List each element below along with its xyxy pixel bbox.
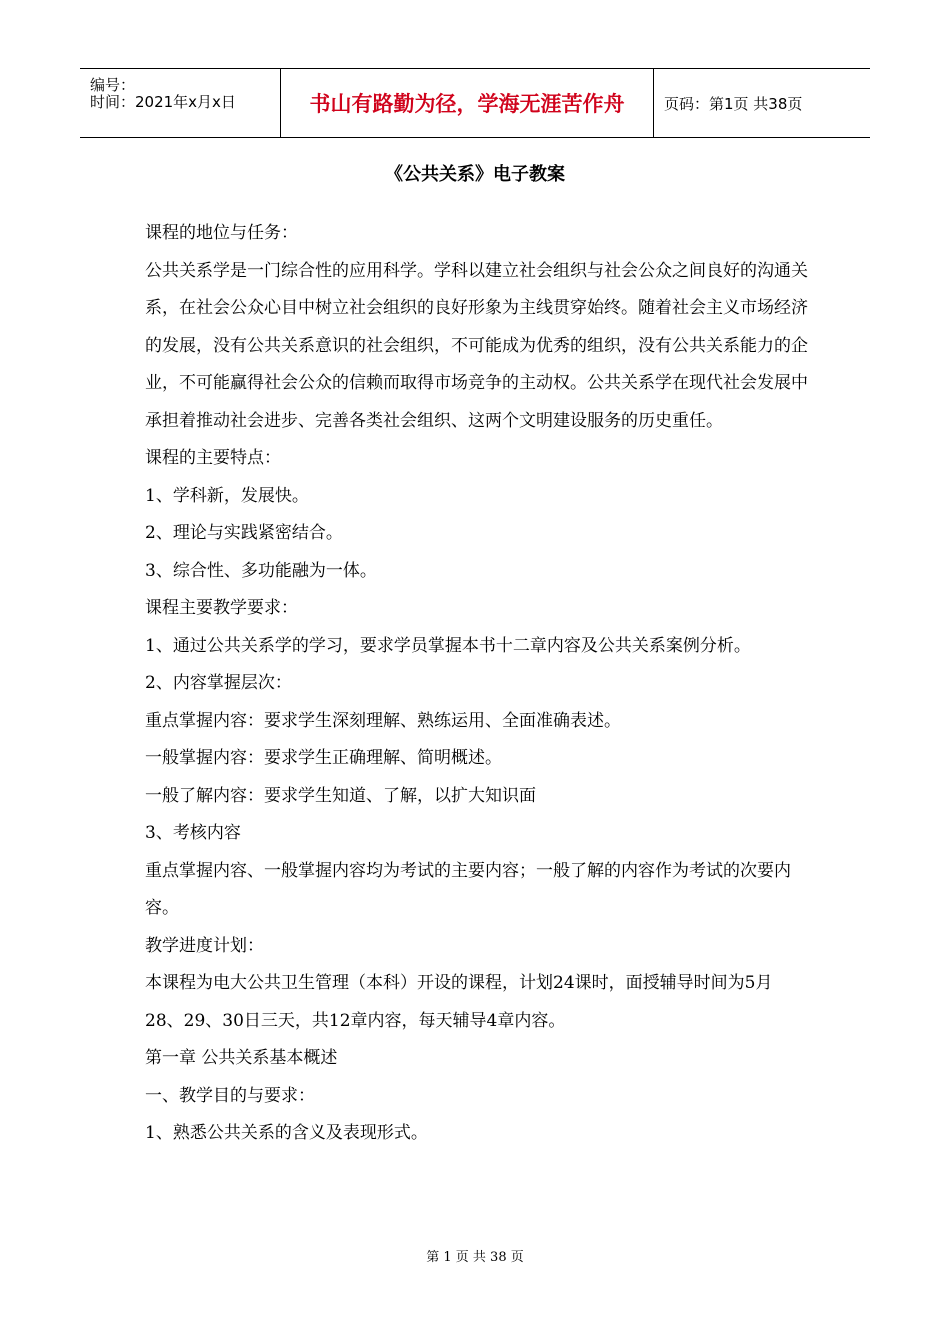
paragraph: 3、考核内容 [145,823,241,843]
header-date-label: 时间：2021年x月x日 [90,93,236,111]
paragraph: 课程的地位与任务： [145,223,298,243]
page-footer: 第 1 页 共 38 页 [426,1250,524,1265]
header-motto: 书山有路勤为径，学海无涯苦作舟 [281,69,654,137]
paragraph: 课程主要教学要求： [145,598,298,618]
paragraph: 1、学科新，发展快。 [145,485,309,506]
paragraph: 本课程为电大公共卫生管理（本科）开设的课程，计划24课时，面授辅导时间为5月28、29、30日三天，共12章内容，每天辅导4章内容。 [145,973,773,1031]
document-body [145,215,810,1153]
document-header [80,68,870,138]
paragraph: 重点掌握内容：要求学生深刻理解、熟练运用、全面准确表述。 [145,710,621,731]
paragraph: 一般了解内容：要求学生知道、了解，以扩大知识面 [145,785,536,806]
paragraph: 课程的主要特点： [145,448,281,468]
paragraph: 一、教学目的与要求： [145,1085,315,1106]
header-page-info: 页码：第1页 共38页 [664,94,803,113]
paragraph: 3、综合性、多功能融为一体。 [145,560,377,581]
header-number-label: 编号： [90,76,136,94]
paragraph: 1、熟悉公共关系的含义及表现形式。 [145,1123,428,1143]
paragraph: 一般掌握内容：要求学生正确理解、简明概述。 [145,748,502,768]
paragraph: 第一章 公共关系基本概述 [145,1048,338,1068]
paragraph: 1、通过公共关系学的学习，要求学员掌握本书十二章内容及公共关系案例分析。 [145,635,751,656]
paragraph: 公共关系学是一门综合性的应用科学。学科以建立社会组织与社会公众之间良好的沟通关系，在社会公众心目中树立社会组织的良好形象为主线贯穿始终。随着社会主义市场经济的发展，没有公共关系意识的社会组织，不可能成为优秀的组织，没有公共关系能力的企业，不可能赢得社会公众的信赖而取得市场竞争的主动权。公共关系学在现代社会发展中承担着推动社会进步、完善各类社会组织、这两个文明建设服务的历史重任。 [145,260,808,431]
paragraph: 教学进度计划： [145,935,264,956]
header-meta-cell [80,69,281,137]
document-title: 《公共关系》电子教案 [385,164,565,185]
paragraph: 2、内容掌握层次： [145,673,292,693]
paragraph: 2、理论与实践紧密结合。 [145,523,343,543]
paragraph: 重点掌握内容、一般掌握内容均为考试的主要内容；一般了解的内容作为考试的次要内容。 [145,860,791,918]
